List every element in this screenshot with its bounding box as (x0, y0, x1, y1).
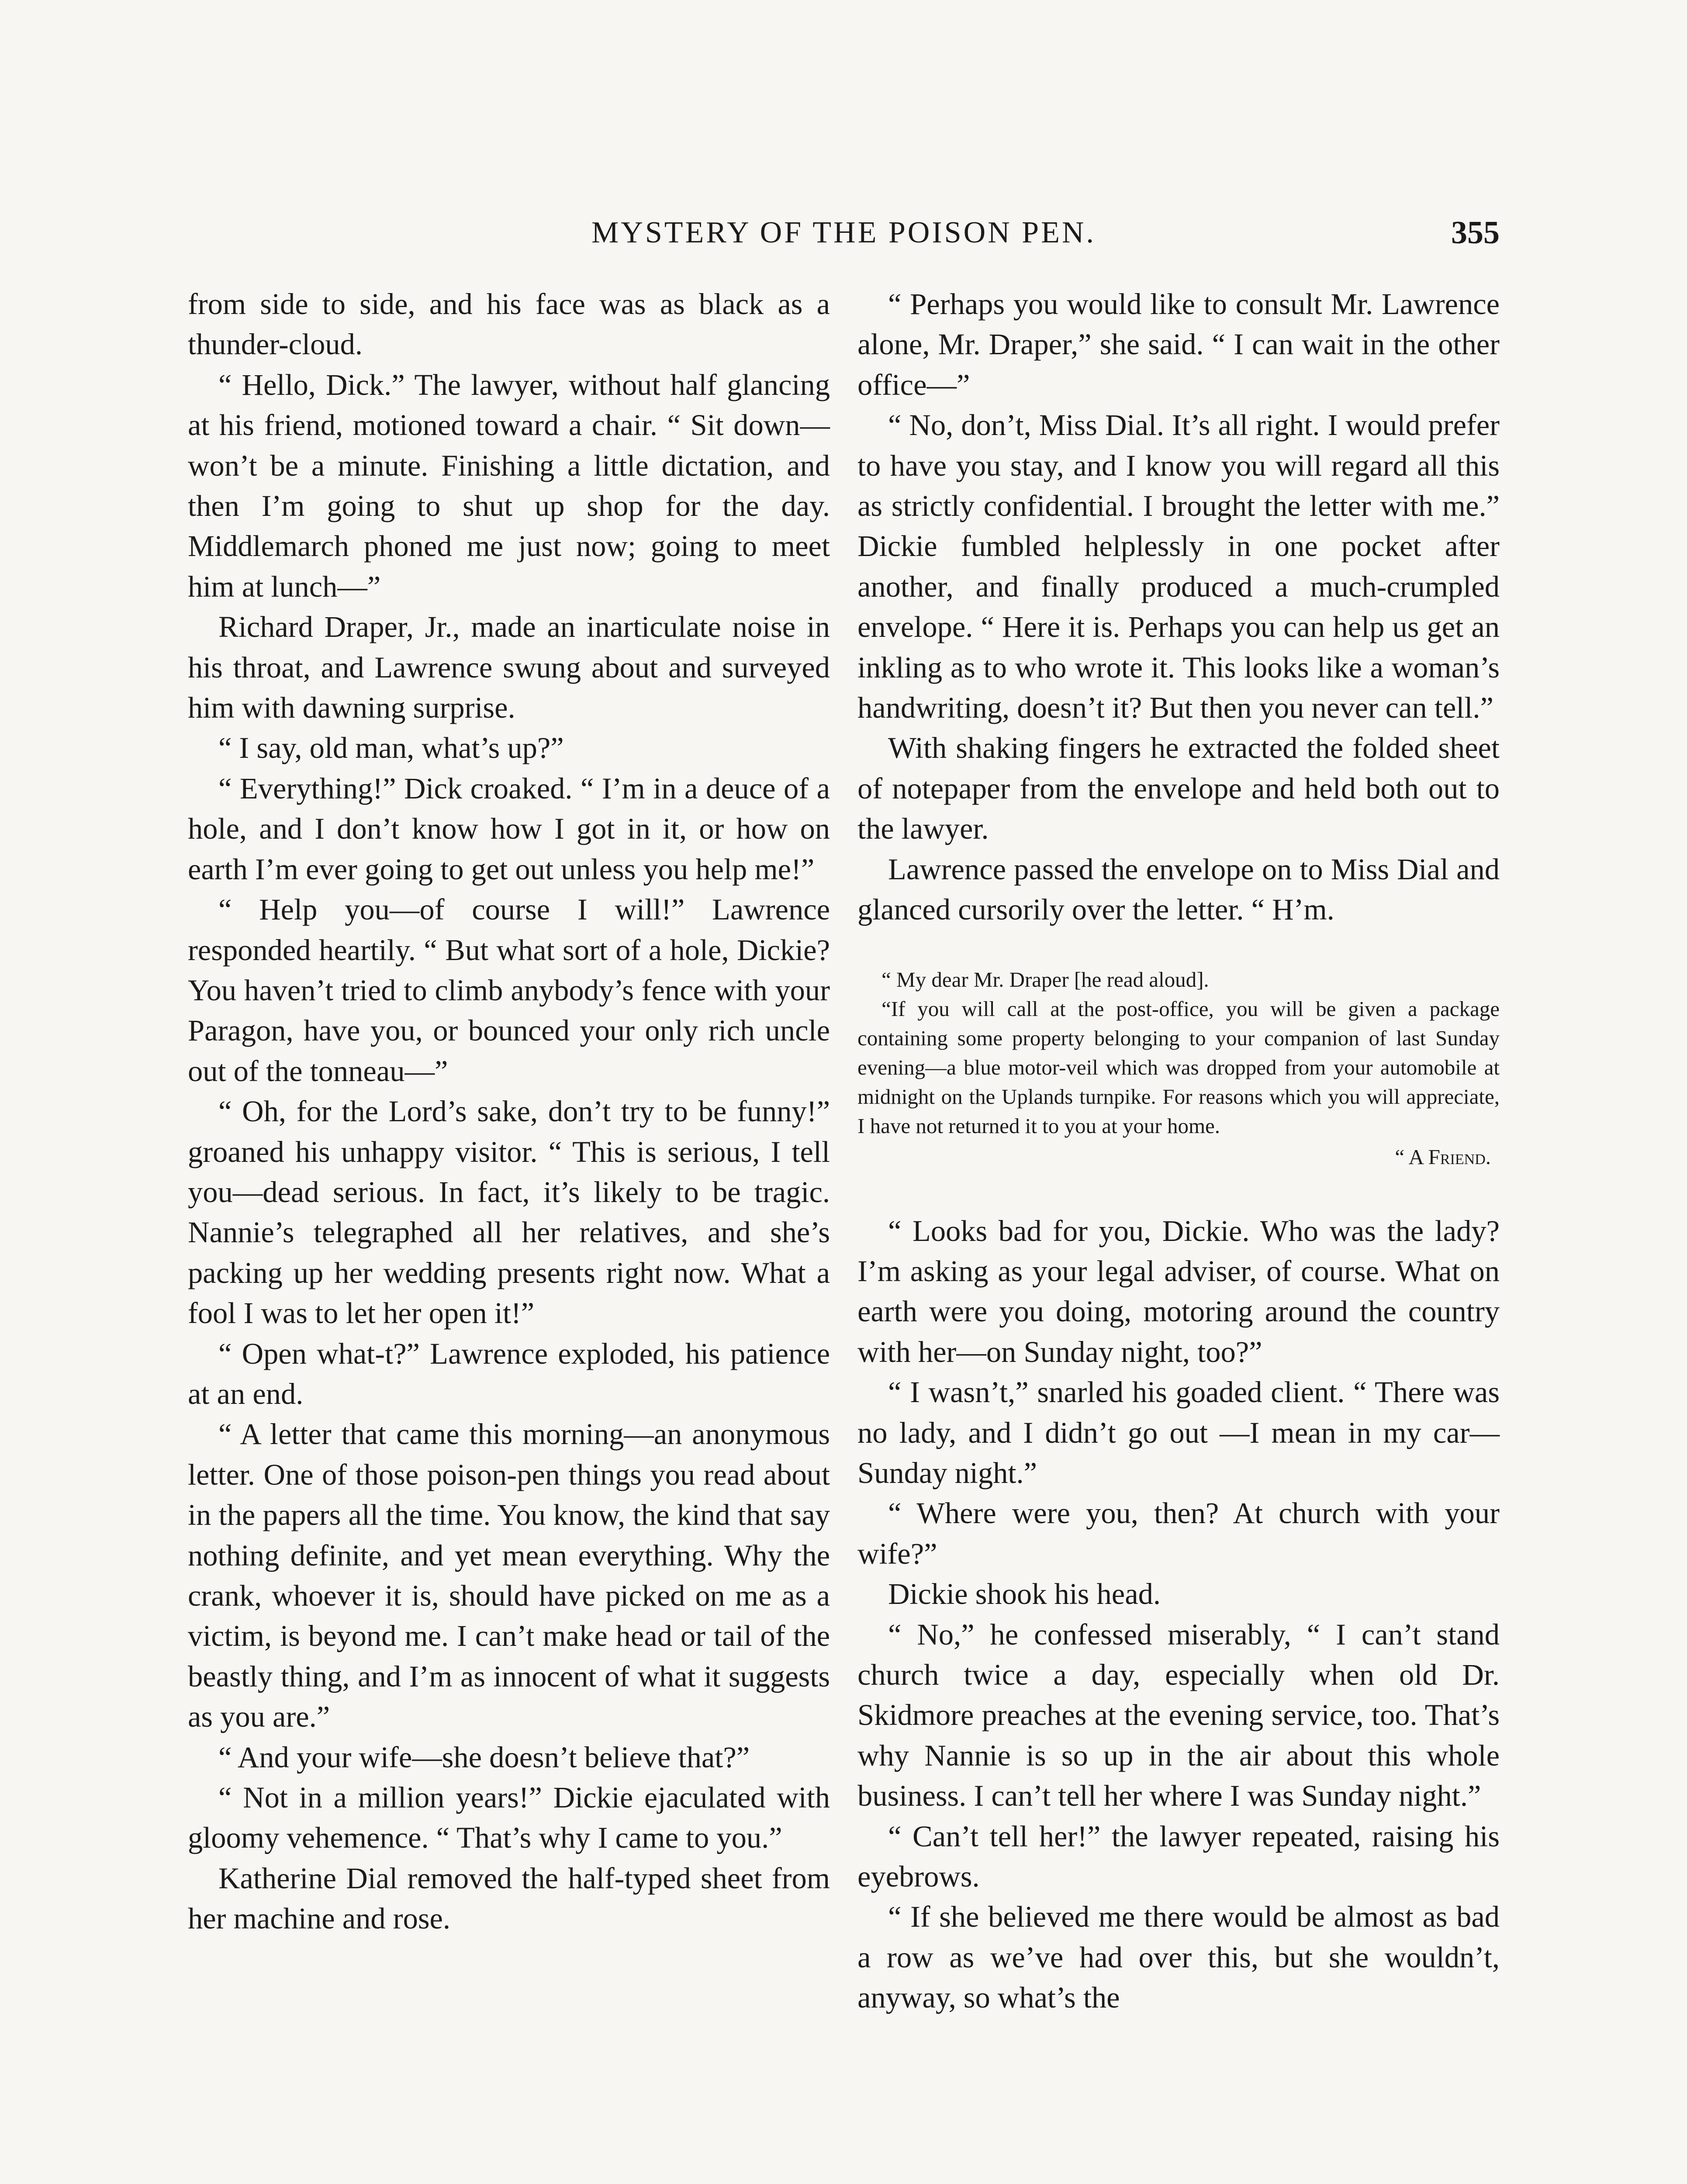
paragraph: “ I wasn’t,” snarled his goaded client. “ There was no lady, and I didn’t go out —I mean in my car—Sunday night.” (857, 1375, 1500, 1489)
paragraph: “ No, don’t, Miss Dial. It’s all right. I would prefer to have you stay, and I know you will regard all this as strictly confidential. I brought the letter with me.” Dickie fumbled helplessly in one pocket after another, and finally produced a much-crumpled envelope. “ Here it is. Perhaps you can help us get an inkling as to who wrote it. This looks like a woman’s handwriting, doesn’t it? But then you never can tell.” (857, 408, 1500, 725)
paragraph: “ Help you—of course I will!” Lawrence responded heartily. “ But what sort of a hole, Dickie? You haven’t tried to climb anybody’s fence with your Paragon, have you, or bounced your only rich uncle out of the tonneau—” (188, 893, 830, 1088)
running-title: MYSTERY OF THE POISON PEN. (591, 216, 1096, 249)
paragraph: “ Everything!” Dick croaked. “ I’m in a deuce of a hole, and I don’t know how I got in it, or how on earth I’m ever going to get out unless you help me!” (188, 771, 830, 886)
paragraph: “ Oh, for the Lord’s sake, don’t try to be funny!” groaned his unhappy visitor. “ This is serious, I tell you—dead serious. In fact, it’s likely to be tragic. Nannie’s telegraphed all her relatives, and she’s packing up her wedding presents right now. What a fool I was to let her open it!” (188, 1095, 830, 1330)
paragraph: Lawrence passed the envelope on to Miss Dial and glanced cursorily over the letter. “ H’m. (857, 852, 1500, 926)
paragraph: “ A letter that came this morning—an anonymous letter. One of those poison-pen things you read about in the papers all the time. You know, the kind that say nothing definite, and yet mean everything. Why the crank, whoever it is, should have picked on me as a victim, is beyond me. I can’t make head or tail of the beastly thing, and I’m as innocent of what it suggests as you are.” (188, 1417, 830, 1734)
paragraph: “ If she believed me there would be almost as bad a row as we’ve had over this, but she wouldn’t, anyway, so what’s the (857, 1900, 1500, 2015)
paragraph: “ Can’t tell her!” the lawyer repeated, raising his eyebrows. (857, 1819, 1500, 1893)
letter-salutation: “ My dear Mr. Draper [he read aloud]. (882, 967, 1209, 992)
paragraph: “ Hello, Dick.” The lawyer, without half glancing at his friend, motioned toward a chair. “ Sit down—won’t be a minute. Finishing a little dictation, and then I’m going to shut up shop for the day. Middlemarch phoned me just now; going to meet him at lunch—” (188, 368, 830, 603)
paragraph: from side to side, and his face was as black as a thunder-cloud. (188, 287, 830, 361)
quoted-letter (857, 965, 1500, 1171)
letter-signature: “ A Friend. (1395, 1144, 1491, 1169)
paragraph: “ Perhaps you would like to consult Mr. Lawrence alone, Mr. Draper,” she said. “ I can wait in the other office—” (857, 287, 1500, 401)
paragraph: “ I say, old man, what’s up?” (218, 731, 564, 765)
paragraph: “ Where were you, then? At church with your wife?” (857, 1496, 1500, 1570)
paragraph: “ Looks bad for you, Dickie. Who was the lady? I’m asking as your legal adviser, of course. What on earth were you doing, motoring around the country with her—on Sunday night, too?” (857, 1214, 1500, 1368)
paragraph: Katherine Dial removed the half-typed sheet from her machine and rose. (188, 1861, 830, 1935)
paragraph: “ Open what-t?” Lawrence exploded, his patience at an end. (188, 1337, 830, 1410)
paragraph: “ And your wife—she doesn’t believe that?” (218, 1740, 750, 1774)
paragraph: Richard Draper, Jr., made an inarticulate noise in his throat, and Lawrence swung about and surveyed him with dawning surprise. (188, 610, 830, 725)
paragraph: “ Not in a million years!” Dickie ejaculated with gloomy vehemence. “ That’s why I came to you.” (188, 1781, 830, 1855)
paragraph: Dickie shook his head. (888, 1577, 1161, 1611)
letter-body: “If you will call at the post-office, you will be given a package containing some property belonging to your companion of last Sunday evening—a blue motor-veil which was dropped from your automobile at midnight on the Uplands turnpike. For reasons which you will appreciate, I have not returned it to you at your home. (857, 996, 1500, 1138)
paragraph: With shaking fingers he extracted the folded sheet of notepaper from the envelope and held both out to the lawyer. (857, 731, 1500, 846)
page-number: 355 (1451, 215, 1500, 251)
left-column (188, 284, 830, 1939)
right-column (857, 284, 1500, 2018)
page-header (188, 213, 1500, 252)
paragraph: “ No,” he confessed miserably, “ I can’t stand church twice a day, especially when old Dr. Skidmore preaches at the evening service, too. That’s why Nannie is so up in the air about this whole business. I can’t tell her where I was Sunday night.” (857, 1617, 1500, 1813)
